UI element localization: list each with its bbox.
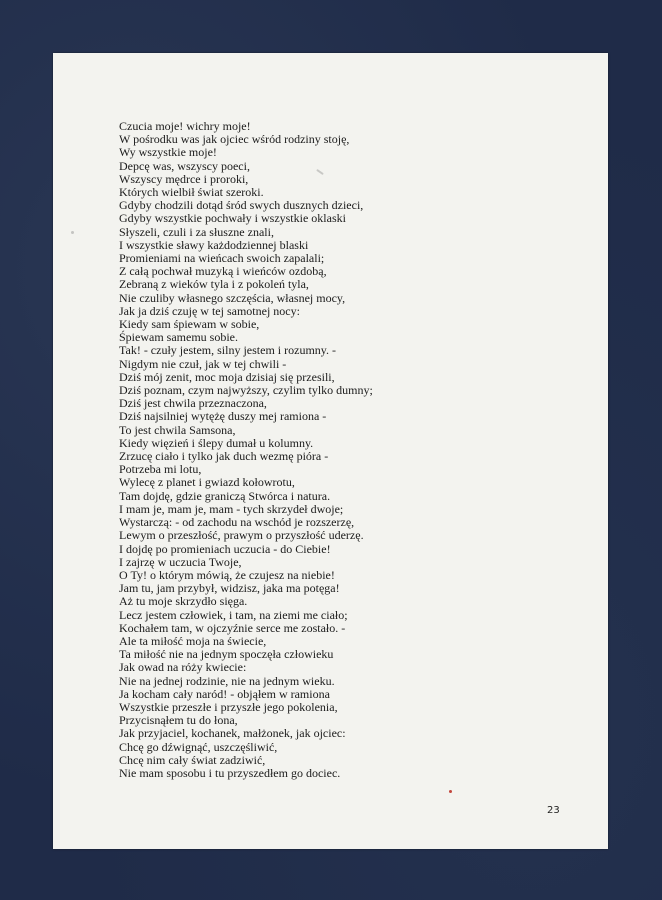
poem-line: Z całą pochwał muzyką i wieńców ozdobą,	[119, 264, 327, 279]
poem-line: Jak przyjaciel, kochanek, małżonek, jak ojciec:	[119, 726, 346, 741]
poem-line: Kiedy więzień i ślepy dumał u kolumny.	[119, 435, 314, 450]
poem-line: Słyszeli, czuli i za słuszne znali,	[119, 224, 274, 239]
poem-line: Nie mam sposobu i tu przyszedłem go dociec.	[119, 765, 341, 780]
poem-text	[119, 120, 373, 780]
poem-line: I zajrzę w uczucia Twoje,	[119, 554, 242, 569]
poem-line: Chcę go dźwignąć, uszczęśliwić,	[119, 739, 278, 754]
poem-line: Gdyby wszystkie pochwały i wszystkie oklaski	[119, 211, 346, 226]
poem-line: Jam tu, jam przybył, widzisz, jaka ma potęga!	[119, 581, 340, 596]
scan-mark	[71, 231, 74, 234]
ink-speck	[449, 790, 452, 793]
poem-line: Depcę was, wszyscy poeci,	[119, 158, 250, 173]
poem-line: Dziś jest chwila przeznaczona,	[119, 396, 267, 411]
poem-line: Dziś poznam, czym najwyższy, czylim tylko dumny;	[119, 383, 373, 398]
poem-line: Czucia moje! wichry moje!	[119, 119, 251, 133]
poem-line: Lewym o przeszłość, prawym o przyszłość uderzę.	[119, 528, 364, 543]
poem-line: Wy wszystkie moje!	[119, 145, 217, 160]
poem-line: O Ty! o którym mówią, że czujesz na niebie!	[119, 567, 335, 582]
poem-line: Gdyby chodzili dotąd śród swych dusznych dzieci,	[119, 198, 364, 213]
poem-line: Wszystkie przeszłe i przyszłe jego pokolenia,	[119, 699, 338, 714]
poem-line: Śpiewam samemu sobie.	[119, 330, 238, 345]
poem-line: I dojdę po promieniach uczucia - do Ciebie!	[119, 541, 331, 556]
poem-line: Nie na jednej rodzinie, nie na jednym wieku.	[119, 673, 335, 688]
poem-line: I wszystkie sławy każdodziennej blaski	[119, 237, 309, 252]
document-page	[53, 53, 608, 849]
poem-line: Zebraną z wieków tyla i z pokoleń tyla,	[119, 277, 309, 292]
poem-line: Ta miłość nie na jednym spoczęła człowieku	[119, 647, 334, 662]
poem-line: Tam dojdę, gdzie graniczą Stwórca i natura.	[119, 488, 331, 503]
poem-line: Lecz jestem człowiek, i tam, na ziemi me ciało;	[119, 607, 348, 622]
poem-line: Promieniami na wieńcach swoich zapalali;	[119, 251, 325, 266]
poem-line: Potrzeba mi lotu,	[119, 462, 202, 477]
poem-line: Wystarczą: - od zachodu na wschód je rozszerzę,	[119, 515, 355, 530]
poem-line: Dziś mój zenit, moc moja dzisiaj się przesili,	[119, 369, 335, 384]
poem-line: Wylecę z planet i gwiazd kołowrotu,	[119, 475, 295, 490]
poem-line: Jak owad na róży kwiecie:	[119, 660, 247, 675]
poem-line: W pośrodku was jak ojciec wśród rodziny stoję,	[119, 132, 350, 147]
poem-line: Ale ta miłość moja na świecie,	[119, 633, 267, 648]
poem-line: Ja kocham cały naród! - objąłem w ramiona	[119, 686, 330, 701]
poem-line: Chcę nim cały świat zadziwić,	[119, 752, 266, 767]
poem-line: Aż tu moje skrzydło sięga.	[119, 594, 248, 609]
poem-line: Kiedy sam śpiewam w sobie,	[119, 317, 260, 332]
poem-line: I mam je, mam je, mam - tych skrzydeł dwoje;	[119, 501, 344, 516]
poem-line: Których wielbił świat szeroki.	[119, 185, 264, 200]
poem-line: Przycisnąłem tu do łona,	[119, 713, 238, 728]
poem-line: Tak! - czuły jestem, silny jestem i rozumny. -	[119, 343, 336, 358]
page-number: 23	[547, 805, 560, 816]
poem-line: Zrzucę ciało i tylko jak duch wezmę pióra -	[119, 449, 329, 464]
poem-line: Jak ja dziś czuję w tej samotnej nocy:	[119, 303, 300, 318]
poem-line: Wszyscy mędrce i proroki,	[119, 171, 249, 186]
poem-line: To jest chwila Samsona,	[119, 422, 236, 437]
poem-line: Kochałem tam, w ojczyźnie serce me zostało. -	[119, 620, 346, 635]
poem-line: Nie czuliby własnego szczęścia, własnej mocy,	[119, 290, 346, 305]
poem-line: Nigdym nie czuł, jak w tej chwili -	[119, 356, 287, 371]
poem-line: Dziś najsilniej wytężę duszy mej ramiona -	[119, 409, 327, 424]
